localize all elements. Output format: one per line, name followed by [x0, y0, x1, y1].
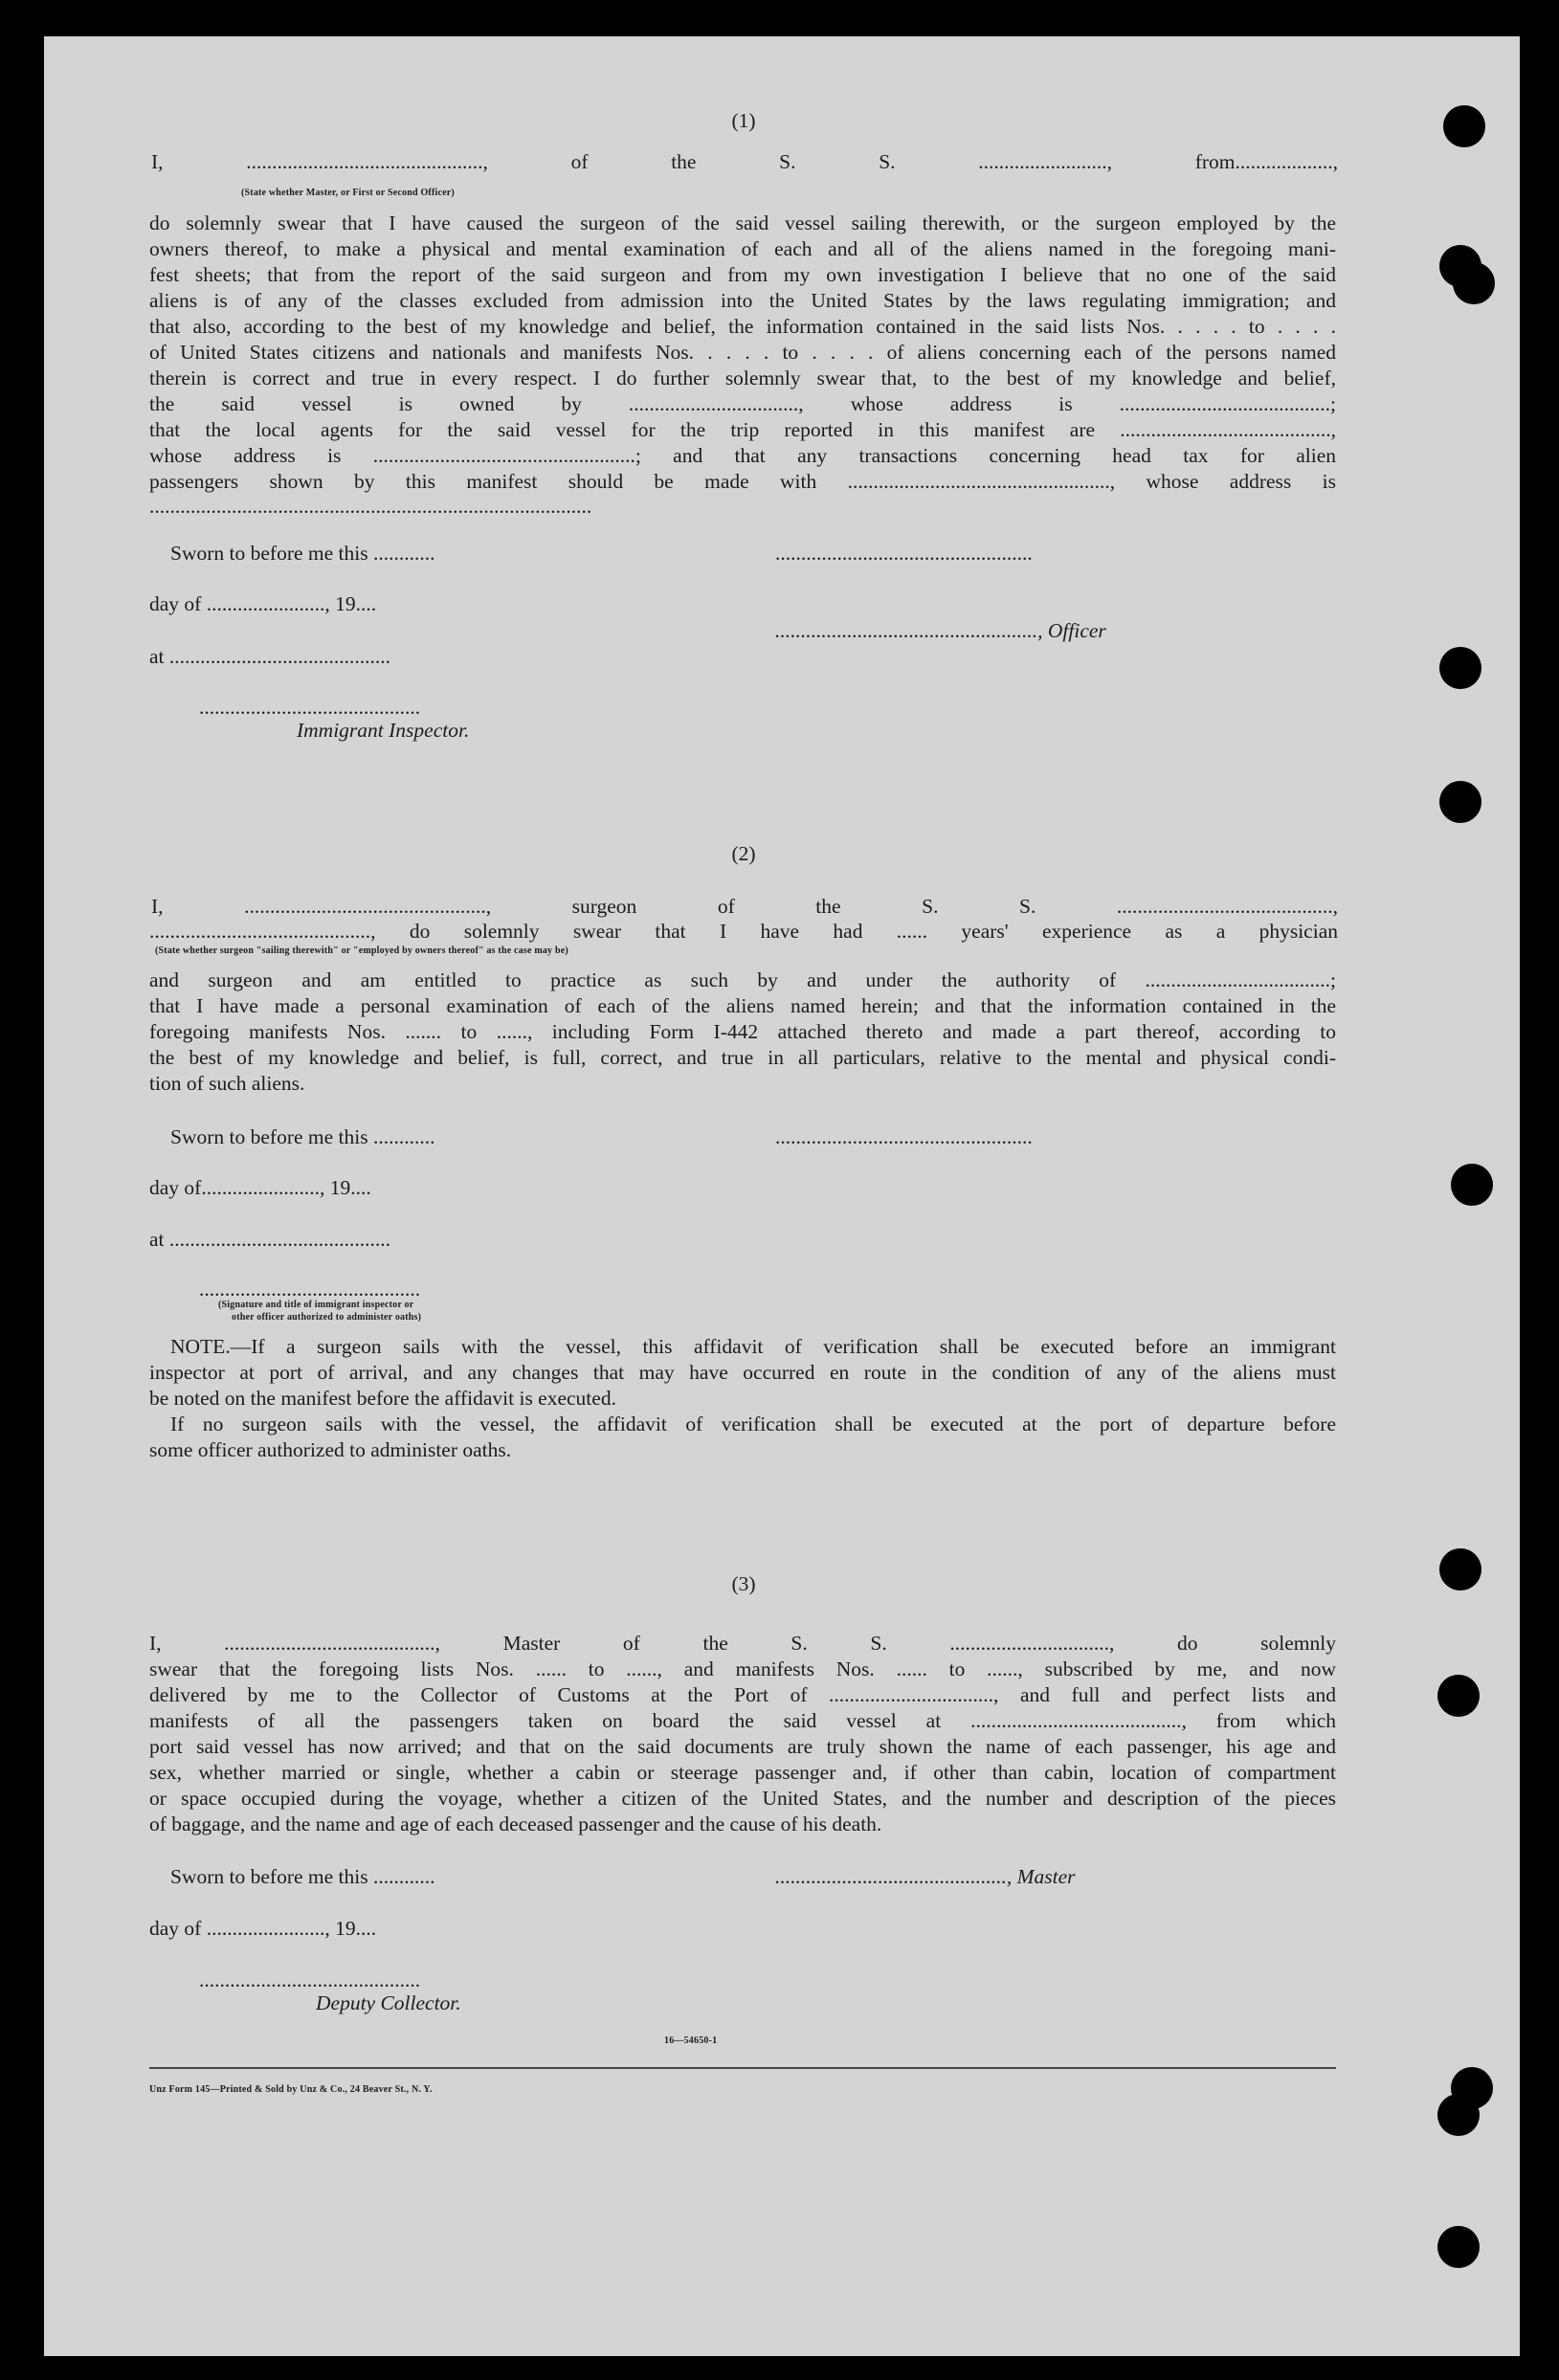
section2-at: at ........................................... [149, 1228, 391, 1251]
punch-hole [1439, 781, 1481, 823]
footer-rule [149, 2067, 1336, 2069]
section2-signature-line: .................................................. [775, 1125, 1033, 1148]
punch-hole [1443, 105, 1485, 147]
note-line: inspector at port of arrival, and any changes that may have occurred en route in the condition of any of the aliens must [149, 1361, 1336, 1384]
section3-para-line: swear that the foregoing lists Nos. ...... to ......, and manifests Nos. ...... to ......, subscribed by me, and now [149, 1657, 1336, 1680]
punch-hole [1451, 1164, 1493, 1206]
section2-day: day of......................., 19.... [149, 1176, 371, 1199]
note-line: some officer authorized to administer oaths. [149, 1438, 512, 1461]
section2-line2: ..........................................., do solemnly swear that I have had ...... years' experience as a physician [149, 920, 1338, 943]
section2-heading: (2) [731, 842, 756, 865]
document-page [44, 36, 1520, 2356]
section1-para-line: the said vessel is owned by ................................., whose address is .........................................; [149, 392, 1336, 415]
section1-day: day of ......................., 19.... [149, 592, 377, 615]
section2-signature-caption: (Signature and title of immigrant inspector or [218, 1300, 414, 1310]
note-line: be noted on the manifest before the affidavit is executed. [149, 1387, 616, 1410]
section3-para-line: port said vessel has now arrived; and that on the said documents are truly shown the name of each passenger, his age and [149, 1735, 1336, 1758]
section3-day: day of ......................., 19.... [149, 1917, 377, 1940]
section3-para-line: or space occupied during the voyage, whether a citizen of the United States, and the number and description of the pieces [149, 1787, 1336, 1810]
section2-para-line: and surgeon and am entitled to practice as such by and under the authority of ....................................; [149, 968, 1336, 991]
section1-para-line: that the local agents for the said vessel for the trip reported in this manifest are ........................................., [149, 418, 1336, 441]
section1-para-line: passengers shown by this manifest should be made with ..................................................., whose address is [149, 470, 1336, 493]
section3-sworn: Sworn to before me this ............ [170, 1865, 435, 1888]
section2-caption: (State whether surgeon "sailing therewith" or "employed by owners thereof" as the case may be) [155, 945, 568, 956]
punch-hole [1437, 2226, 1480, 2268]
section2-para-line: the best of my knowledge and belief, is full, correct, and true in all particulars, relative to the mental and physical condi- [149, 1046, 1336, 1069]
section1-para-line: do solemnly swear that I have caused the surgeon of the said vessel sailing therewith, or the surgeon employed by the [149, 211, 1336, 234]
section1-sworn: Sworn to before me this ............ [170, 542, 435, 565]
section1-para-line: therein is correct and true in every respect. I do further solemnly swear that, to the best of my knowledge and belief, [149, 367, 1336, 389]
section1-signature-line: .................................................. [775, 542, 1033, 565]
section1-para-line: aliens is of any of the classes excluded from admission into the United States by the laws regulating immigration; and [149, 289, 1336, 312]
section2-para-line: that I have made a personal examination of each of the aliens named herein; and that the information contained in the [149, 994, 1336, 1017]
section3-heading: (3) [731, 1572, 756, 1595]
punch-hole [1439, 647, 1481, 689]
section1-line1: I, .............................................., of the S. S. ........................., from..................., [151, 150, 1338, 173]
section3-para-line: sex, whether married or single, whether a cabin or steerage passenger and, if other than cabin, location of compartment [149, 1761, 1336, 1784]
section1-para-line: fest sheets; that from the report of the said surgeon and from my own investigation I believe that no one of the said [149, 263, 1336, 286]
section2-signature-dots: ........................................... [199, 1278, 421, 1301]
punch-hole [1437, 1675, 1480, 1717]
punch-hole [1439, 1548, 1481, 1590]
printer-credit: Unz Form 145—Printed & Sold by Unz & Co., 24 Beaver St., N. Y. [149, 2084, 433, 2095]
section2-signature-caption: other officer authorized to administer oaths) [232, 1312, 422, 1323]
section3-collector-label: Deputy Collector. [316, 1991, 461, 2014]
note-line: If no surgeon sails with the vessel, the affidavit of verification shall be executed at the port of departure before [170, 1412, 1336, 1435]
section1-caption: (State whether Master, or First or Second Officer) [241, 188, 455, 198]
section1-para-line: whose address is ...................................................; and that any transactions concerning head tax for alien [149, 444, 1336, 467]
form-code: 16—54650-1 [664, 2035, 718, 2046]
section1-para-line: owners thereof, to make a physical and mental examination of each and all of the aliens named in the foregoing mani- [149, 237, 1336, 260]
section1-at: at ........................................... [149, 645, 391, 668]
section2-para-line: tion of such aliens. [149, 1072, 305, 1095]
section3-para-line: I, ........................................., Master of the S. S. ..............................., do solemnly [149, 1632, 1336, 1655]
section3-para-line: of baggage, and the name and age of each deceased passenger and the cause of his death. [149, 1813, 882, 1835]
section3-master-line: ............................................., Master [775, 1865, 1076, 1888]
section2-sworn: Sworn to before me this ............ [170, 1125, 435, 1148]
note-line: NOTE.—If a surgeon sails with the vessel, this affidavit of verification shall be executed before an immigrant [170, 1335, 1336, 1358]
section3-collector-dots: ........................................... [199, 1969, 421, 1991]
section3-para-line: manifests of all the passengers taken on board the said vessel at ........................................., from which [149, 1709, 1336, 1732]
punch-hole [1437, 2094, 1480, 2136]
section2-line1: I, ..............................................., surgeon of the S. S. .........................................., [151, 895, 1338, 918]
section3-para-line: delivered by me to the Collector of Customs at the Port of ................................, and full and perfect lists and [149, 1683, 1336, 1706]
section1-para-tail: ...................................................................................... [149, 495, 592, 518]
section1-officer-line: ..................................................., Officer [775, 619, 1106, 642]
section2-para-line: foregoing manifests Nos. ....... to ......, including Form I-442 attached thereto and made a part thereof, according to [149, 1020, 1336, 1043]
section1-para-line: that also, according to the best of my knowledge and belief, the information contained in the said lists Nos. . . . . to . . . . [149, 315, 1336, 338]
section1-inspector-label: Immigrant Inspector. [297, 719, 470, 742]
punch-hole [1453, 262, 1495, 304]
section1-heading: (1) [731, 109, 756, 132]
section1-inspector-dots: ........................................... [199, 696, 421, 719]
section1-para-line: of United States citizens and nationals and manifests Nos. . . . . to . . . . of aliens concerning each of the persons named [149, 341, 1336, 364]
